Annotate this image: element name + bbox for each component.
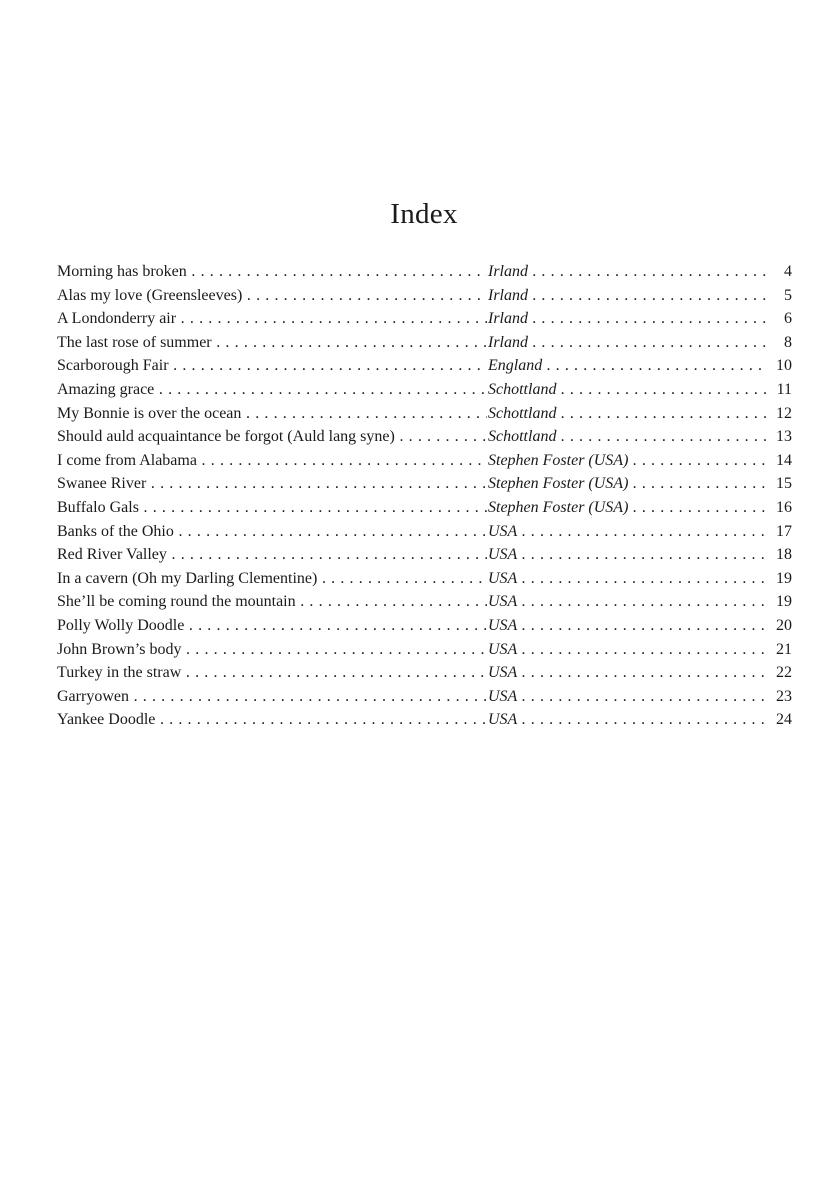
song-origin: Irland . . . bbox=[488, 284, 769, 308]
song-origin: Irland . . . bbox=[488, 260, 769, 284]
song-origin: Schottland . . . bbox=[488, 402, 769, 426]
index-entry bbox=[57, 472, 792, 496]
song-origin: USA . . . bbox=[488, 638, 769, 662]
page-number: 10 bbox=[768, 354, 792, 378]
index-entry bbox=[57, 449, 792, 473]
index-entry bbox=[57, 284, 792, 308]
page-number: 17 bbox=[768, 520, 792, 544]
song-origin: Stephen Foster (USA) . . . bbox=[488, 496, 769, 520]
index-entry bbox=[57, 354, 792, 378]
song-origin: USA . . . bbox=[488, 685, 769, 709]
song-title: Garryowen . . . bbox=[57, 685, 487, 709]
song-origin: USA . . . bbox=[488, 661, 769, 685]
song-origin: England . . . bbox=[488, 354, 769, 378]
song-title: The last rose of summer . . . bbox=[57, 331, 487, 355]
page-number: 5 bbox=[768, 284, 792, 308]
index-entry bbox=[57, 543, 792, 567]
song-origin: USA . . . bbox=[488, 567, 769, 591]
index-entry bbox=[57, 708, 792, 732]
song-title: Turkey in the straw . . . bbox=[57, 661, 487, 685]
page-number: 12 bbox=[768, 402, 792, 426]
index-entry bbox=[57, 260, 792, 284]
page-number: 21 bbox=[768, 638, 792, 662]
index-entry bbox=[57, 378, 792, 402]
song-title: Scarborough Fair . . . bbox=[57, 354, 487, 378]
song-title: Buffalo Gals . . . bbox=[57, 496, 487, 520]
page-number: 4 bbox=[768, 260, 792, 284]
page-number: 6 bbox=[768, 307, 792, 331]
song-origin: Stephen Foster (USA) . . . bbox=[488, 472, 769, 496]
song-origin: Schottland . . . bbox=[488, 425, 769, 449]
song-origin: USA . . . bbox=[488, 614, 769, 638]
index-entry bbox=[57, 614, 792, 638]
index-entry bbox=[57, 590, 792, 614]
song-title: Alas my love (Greensleeves) . . . bbox=[57, 284, 487, 308]
index-list bbox=[57, 260, 792, 732]
index-entry bbox=[57, 661, 792, 685]
song-title: Morning has broken . . . bbox=[57, 260, 487, 284]
song-title: In a cavern (Oh my Darling Clementine) . . . bbox=[57, 567, 487, 591]
song-title: John Brown’s body . . . bbox=[57, 638, 487, 662]
song-origin: USA . . . bbox=[488, 708, 769, 732]
page-number: 19 bbox=[768, 590, 792, 614]
index-entry bbox=[57, 685, 792, 709]
index-entry bbox=[57, 307, 792, 331]
page-number: 8 bbox=[768, 331, 792, 355]
index-entry bbox=[57, 425, 792, 449]
index-entry bbox=[57, 520, 792, 544]
song-title: She’ll be coming round the mountain . . . bbox=[57, 590, 487, 614]
song-title: A Londonderry air . . . bbox=[57, 307, 487, 331]
song-title: Polly Wolly Doodle . . . bbox=[57, 614, 487, 638]
page-number: 15 bbox=[768, 472, 792, 496]
song-title: Should auld acquaintance be forgot (Auld lang syne) . . . bbox=[57, 425, 487, 449]
page-number: 13 bbox=[768, 425, 792, 449]
page-number: 23 bbox=[768, 685, 792, 709]
song-title: Banks of the Ohio . . . bbox=[57, 520, 487, 544]
page-number: 18 bbox=[768, 543, 792, 567]
index-entry bbox=[57, 402, 792, 426]
song-origin: USA . . . bbox=[488, 590, 769, 614]
index-entry bbox=[57, 331, 792, 355]
index-entry bbox=[57, 567, 792, 591]
page-number: 20 bbox=[768, 614, 792, 638]
song-title: Amazing grace . . . bbox=[57, 378, 487, 402]
page-number: 22 bbox=[768, 661, 792, 685]
song-title: My Bonnie is over the ocean . . . bbox=[57, 402, 487, 426]
song-origin: USA . . . bbox=[488, 520, 769, 544]
page-number: 16 bbox=[768, 496, 792, 520]
page-number: 19 bbox=[768, 567, 792, 591]
song-origin: Irland . . . bbox=[488, 331, 769, 355]
index-entry bbox=[57, 496, 792, 520]
page-title: Index bbox=[390, 198, 458, 230]
index-entry bbox=[57, 638, 792, 662]
song-title: I come from Alabama . . . bbox=[57, 449, 487, 473]
song-origin: Irland . . . bbox=[488, 307, 769, 331]
song-origin: USA . . . bbox=[488, 543, 769, 567]
page-number: 11 bbox=[768, 378, 792, 402]
song-title: Swanee River . . . bbox=[57, 472, 487, 496]
page-number: 24 bbox=[768, 708, 792, 732]
song-origin: Schottland . . . bbox=[488, 378, 769, 402]
song-title: Yankee Doodle . . . bbox=[57, 708, 487, 732]
song-origin: Stephen Foster (USA) . . . bbox=[488, 449, 769, 473]
page-number: 14 bbox=[768, 449, 792, 473]
song-title: Red River Valley . . . bbox=[57, 543, 487, 567]
